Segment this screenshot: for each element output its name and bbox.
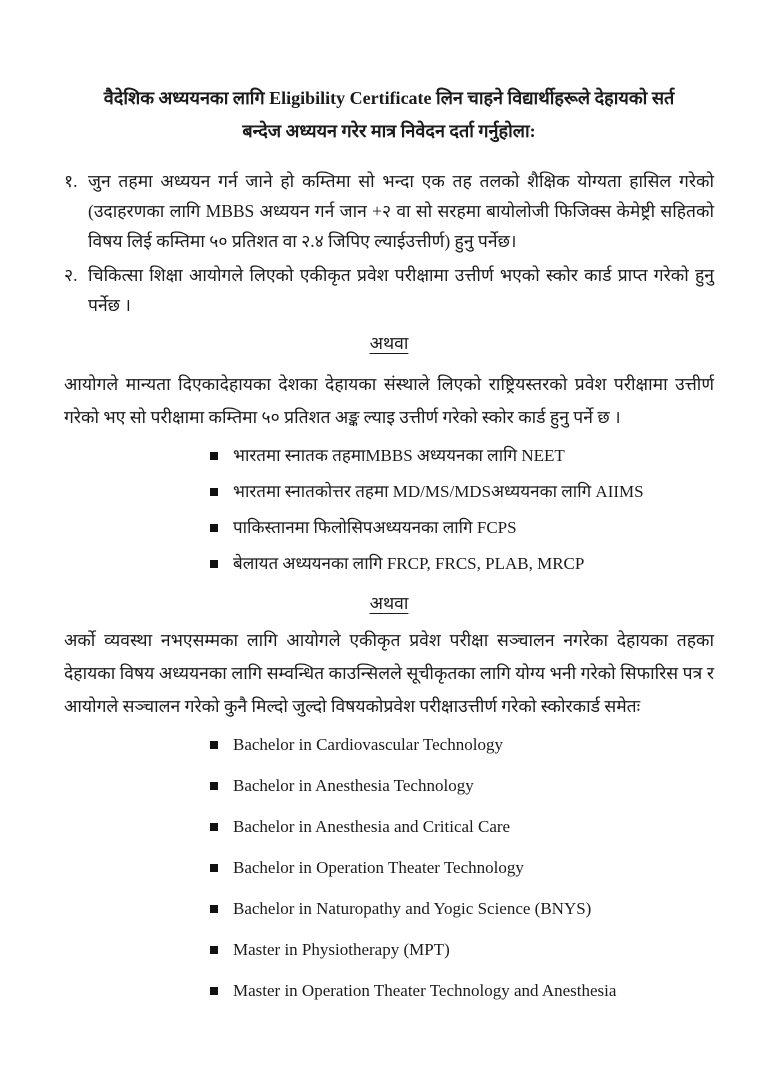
document-title-line2: बन्देज अध्ययन गरेर मात्र निवेदन दर्ता गर्नुहोला: [242,121,536,141]
or-heading-first-text: अथवा [369,333,409,353]
requirements-numbered-list [64,166,714,320]
list-item [210,979,714,1003]
bullet-square-icon [210,560,218,568]
bullet-square-icon [210,987,218,995]
list-item-text: बेलायत अध्ययनका लागि FRCP, FRCS, PLAB, MRCP [233,554,585,573]
list-item [210,938,714,962]
bullet-square-icon [210,864,218,872]
bullet-square-icon [210,524,218,532]
list-item-text: Bachelor in Naturopathy and Yogic Science (BNYS) [233,899,592,918]
list-item-text: भारतमा स्नातकोत्तर तहमा MD/MS/MDSअध्ययनका लागि AIIMS [233,482,644,501]
list-item [210,897,714,921]
exam-bullet-list [210,444,714,576]
document-title [64,82,714,148]
national-exam-paragraph: आयोगले मान्यता दिएकादेहायका देशका देहायका संस्थाले लिएको राष्ट्रियस्तरको प्रवेश परीक्षामा उत्तीर्ण गरेको भए सो परीक्षामा कम्तिमा ५० प्रतिशत अङ्क ल्याइ उत्तीर्ण गरेको स्कोर कार्ड हुनु पर्ने छ । [64,374,714,427]
list-item [210,815,714,839]
list-item-text: Master in Physiotherapy (MPT) [233,940,450,959]
bullet-square-icon [210,823,218,831]
list-item [64,260,714,320]
program-bullet-list [210,733,714,1003]
bullet-square-icon [210,905,218,913]
list-item [210,856,714,880]
or-heading-second-text: अथवा [369,593,409,613]
list-item-number: १. [64,171,78,191]
list-item [64,166,714,256]
bullet-square-icon [210,946,218,954]
list-item [210,552,714,576]
list-item-text: भारतमा स्नातक तहमाMBBS अध्ययनका लागि NEET [233,446,565,465]
list-item [210,444,714,468]
bullet-square-icon [210,488,218,496]
list-item-text: पाकिस्तानमा फिलोसिपअध्ययनका लागि FCPS [233,518,517,537]
list-item-text: Bachelor in Anesthesia Technology [233,776,474,795]
bullet-square-icon [210,741,218,749]
list-item-text: Bachelor in Cardiovascular Technology [233,735,503,754]
document-title-line1: वैदेशिक अध्ययनका लागि Eligibility Certificate लिन चाहने विद्यार्थीहरूले देहायको सर्त [103,88,675,108]
list-item [210,516,714,540]
list-item-text: Bachelor in Operation Theater Technology [233,858,524,877]
list-item-text: Master in Operation Theater Technology and Anesthesia [233,981,617,1000]
list-item-text: Bachelor in Anesthesia and Critical Care [233,817,511,836]
bullet-square-icon [210,782,218,790]
list-item-text: जुन तहमा अध्ययन गर्न जाने हो कम्तिमा सो भन्दा एक तह तलको शैक्षिक योग्यता हासिल गरेको (उदाहरणका लागि MBBS अध्ययन गर्न जान +२ वा सो सरहमा बायोलोजी फिजिक्स केमेष्ट्री सहितको विषय लिई कम्तिमा ५० प्रतिशत वा २.४ जिपिए ल्याईउत्तीर्ण) हुनु पर्नेछ। [88,171,714,251]
or-heading-second [64,588,714,618]
list-item-text: चिकित्सा शिक्षा आयोगले लिएको एकीकृत प्रवेश परीक्षामा उत्तीर्ण भएको स्कोर कार्ड प्राप्त गरेको हुनु पर्नेछ । [88,265,714,315]
list-item [210,733,714,757]
bullet-square-icon [210,452,218,460]
list-item [210,480,714,504]
or-heading-first [64,328,714,358]
list-item [210,774,714,798]
alternative-provision-paragraph: अर्को व्यवस्था नभएसम्मका लागि आयोगले एकीकृत प्रवेश परीक्षा सञ्चालन नगरेका देहायका तहका देहायका विषय अध्ययनका लागि सम्वन्धित काउन्सिलले सूचीकृतका लागि योग्य भनी गरेको सिफारिस पत्र र आयोगले सञ्चालन गरेको कुनै मिल्दो जुल्दो विषयकोप्रवेश परीक्षाउत्तीर्ण गरेको स्कोरकार्ड समेतः [64,630,714,716]
list-item-number: २. [64,265,78,285]
